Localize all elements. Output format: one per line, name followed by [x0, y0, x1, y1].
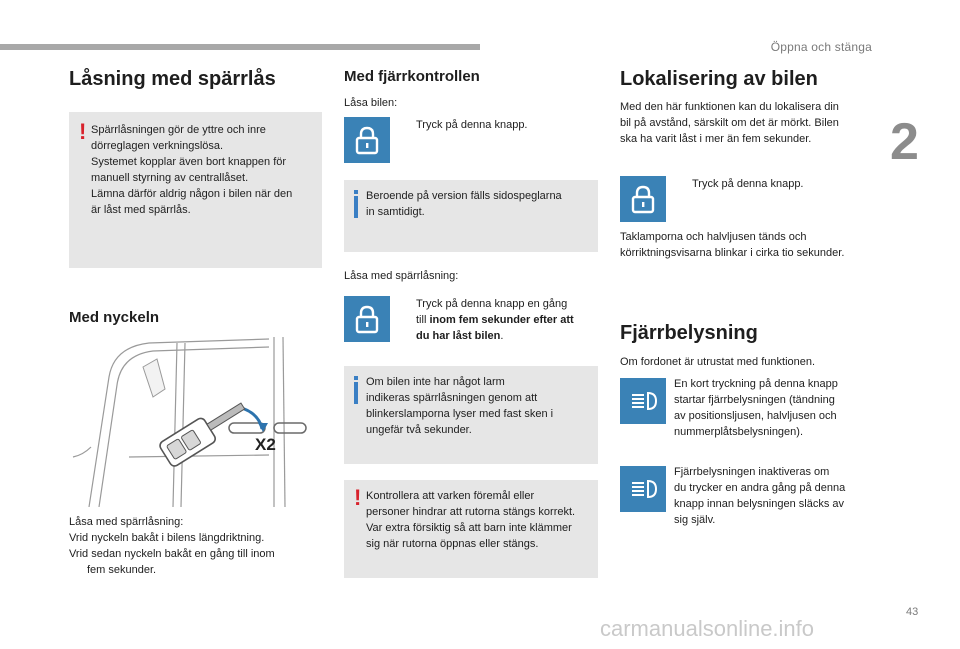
- warning-icon: !: [79, 119, 87, 144]
- info-icon: [354, 382, 360, 404]
- deadlock-instruction: Tryck på denna knapp en gång till inom fem sekunder efter att du har låst bilen.: [416, 298, 574, 342]
- press-lock-instruction: Tryck på denna knapp.: [416, 119, 528, 131]
- headlamp-icon: [628, 478, 658, 500]
- lock-icon: [630, 184, 656, 214]
- lighting-off-text: Fjärrbelysningen inaktiveras om du trycker en andra gång på denna knapp innan belysningen släcks av sig själv.: [674, 466, 846, 526]
- warning-text: Spärrlåsningen gör de yttre och inre dörreglagen verkningslösa. Systemet kopplar även bort knappen för manuell styrning av centrallåset. Lämna därför aldrig någon i bilen när den är låst med spärrlås.: [91, 124, 293, 216]
- deadlock-button-icon: [344, 296, 390, 342]
- key-steps: Låsa med spärrlåsning: Vrid nyckeln bakåt i bilens längdriktning. Vrid sedan nyckeln bakåt en gång till inom fem sekunder.: [69, 516, 275, 576]
- lighting-intro: Om fordonet är utrustat med funktionen.: [620, 356, 816, 368]
- lock-button-icon: [344, 117, 390, 163]
- page-number: 43: [906, 606, 919, 618]
- lighting-on-text: En kort tryckning på denna knapp startar fjärrbelysningen (tändning av positionsljusen, halvljusen och nummerplåtsbelysningen).: [674, 378, 838, 438]
- illustration-label: X2: [255, 435, 276, 454]
- section-title-remote: Med fjärrkontrollen: [344, 68, 480, 85]
- locating-result: Taklamporna och halvljusen tänds och körriktningsvisarna blinkar i cirka tio sekunder.: [620, 231, 845, 259]
- info-box-mirrors: Beroende på version fälls sidospeglarna in samtidigt.: [344, 180, 598, 252]
- watermark[interactable]: carmanualsonline.info: [600, 616, 815, 641]
- lock-intro: Låsa bilen:: [344, 97, 398, 109]
- deadlock-intro: Låsa med spärrlåsning:: [344, 270, 459, 282]
- section-title-deadlocking: Låsning med spärrlås: [69, 68, 276, 90]
- subsection-title-key: Med nyckeln: [69, 309, 160, 326]
- info-box-indicators: Om bilen inte har något larm indikeras spärrlåsningen genom att blinkerslamporna lyser med fast sken i ungefär två sekunder.: [344, 366, 598, 464]
- locate-button-icon: [620, 176, 666, 222]
- locating-intro: Med den här funktionen kan du lokalisera din bil på avstånd, särskilt om det är mörkt. Bilen ska ha varit låst i mer än fem sekunder.: [620, 101, 839, 145]
- headlamp-icon: [628, 390, 658, 412]
- chapter-number: 2: [890, 113, 919, 171]
- info-icon: [354, 196, 360, 218]
- key-illustration: [69, 337, 322, 507]
- warning-icon: !: [354, 485, 362, 510]
- warning-box-deadlock: [69, 112, 322, 268]
- header-bar: [0, 44, 480, 50]
- lock-icon: [354, 125, 380, 155]
- lighting-off-button-icon: [620, 466, 666, 512]
- warning-box-windows: ! Kontrollera att varken föremål eller personer hindrar att rutorna stängs korrekt. Var extra försiktig så att barn inte klämmer sig när rutorna öppnas eller stängs.: [344, 480, 598, 578]
- lock-icon: [354, 304, 380, 334]
- chapter-title: Öppna och stänga: [770, 40, 872, 54]
- lighting-on-button-icon: [620, 378, 666, 424]
- press-locate-instruction: Tryck på denna knapp.: [692, 178, 804, 190]
- section-title-lighting: Fjärrbelysning: [620, 322, 758, 344]
- section-title-locating: Lokalisering av bilen: [620, 68, 818, 90]
